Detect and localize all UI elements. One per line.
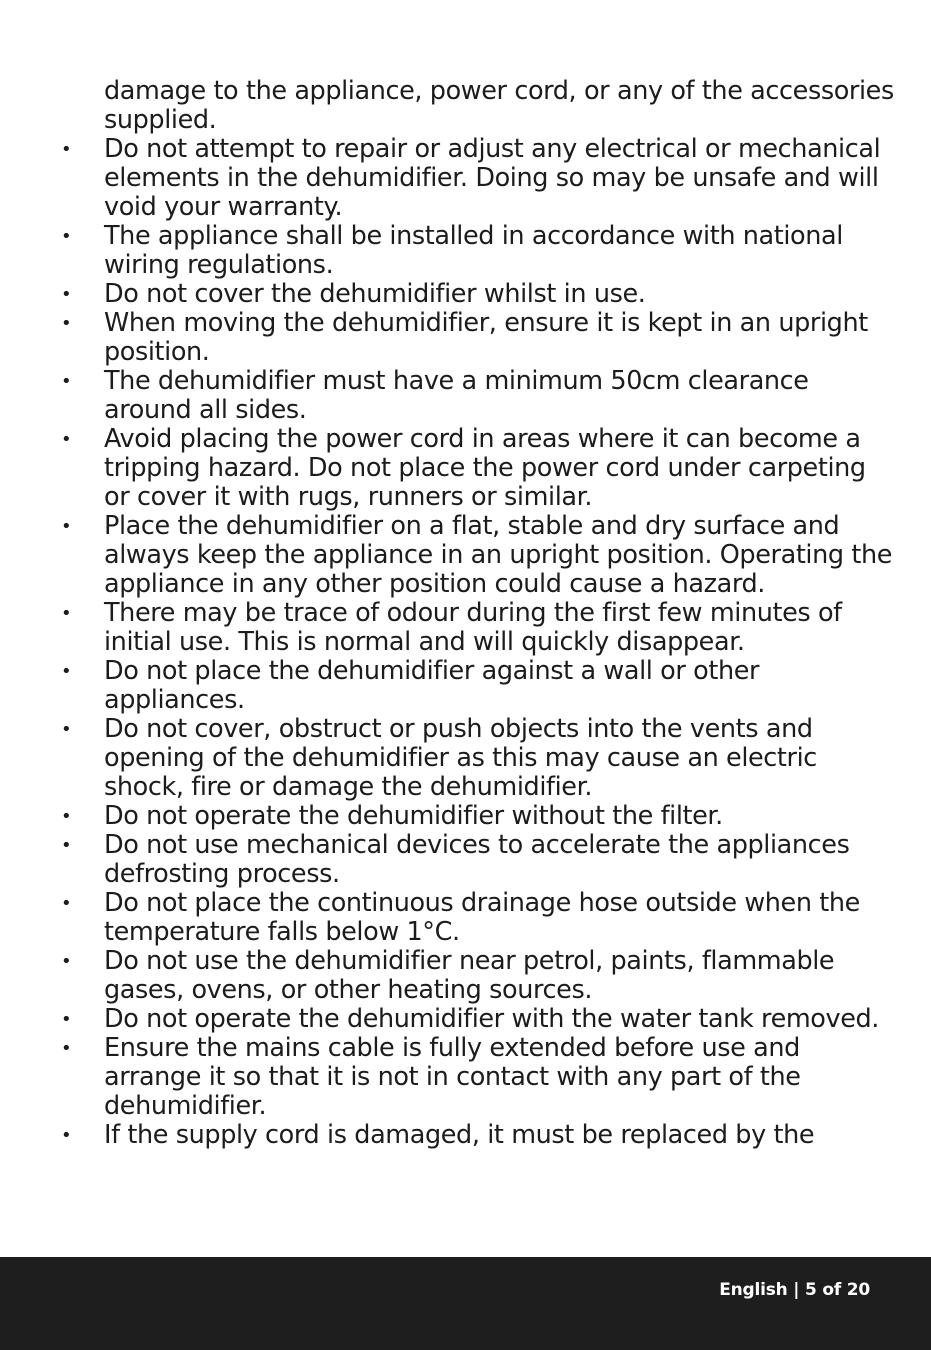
list-item-text: Do not use mechanical devices to accelerate the appliances defrosting process. (104, 830, 850, 889)
list-item-text: Do not place the dehumidifier against a wall or other appliances. (104, 656, 760, 715)
list-item-text: Do not cover the dehumidifier whilst in use. (104, 279, 646, 309)
list-item-text: Place the dehumidifier on a flat, stable and dry surface and always keep the appliance in an upright position. Operating the appliance in any other position could cause a hazard. (104, 511, 892, 599)
list-item-text: Ensure the mains cable is fully extended before use and arrange it so that it is not in contact with any part of the dehumidifier. (104, 1033, 801, 1121)
list-item-text: Do not attempt to repair or adjust any electrical or mechanical elements in the dehumidifier. Doing so may be unsafe and will void your warranty. (104, 134, 881, 222)
list-item-text: Do not place the continuous drainage hose outside when the temperature falls below 1°C. (104, 888, 860, 947)
list-item (0, 947, 894, 1005)
list-item (0, 715, 894, 802)
list-item (0, 657, 894, 715)
list-item (0, 309, 894, 367)
list-item (0, 512, 894, 599)
list-item (0, 889, 894, 947)
list-item (0, 1034, 894, 1121)
list-item-text: If the supply cord is damaged, it must be replaced by the (104, 1120, 815, 1150)
list-item (0, 599, 894, 657)
list-item (0, 222, 894, 280)
list-item-text: The dehumidifier must have a minimum 50cm clearance around all sides. (104, 366, 809, 425)
list-item (0, 135, 894, 222)
bullet-icon: • (61, 835, 72, 856)
continuation-paragraph: damage to the appliance, power cord, or any of the accessories supplied. (104, 76, 894, 135)
bullet-icon: • (61, 371, 72, 392)
bullet-icon: • (61, 806, 72, 827)
bullet-icon: • (61, 951, 72, 972)
bullet-icon: • (61, 139, 72, 160)
list-item-text: There may be trace of odour during the first few minutes of initial use. This is normal and will quickly disappear. (104, 598, 842, 657)
bullet-icon: • (61, 313, 72, 334)
bullet-icon: • (61, 661, 72, 682)
list-item-text: Do not operate the dehumidifier without the filter. (104, 801, 723, 831)
bullet-icon: • (61, 1009, 72, 1030)
bullet-icon: • (61, 603, 72, 624)
list-item-text: When moving the dehumidifier, ensure it is kept in an upright position. (104, 308, 868, 367)
list-item (0, 1121, 894, 1150)
bullet-icon: • (61, 226, 72, 247)
safety-bullet-list (0, 135, 931, 1150)
list-item (0, 280, 894, 309)
bullet-icon: • (61, 1125, 72, 1146)
list-item (0, 367, 894, 425)
bullet-icon: • (61, 284, 72, 305)
bullet-icon: • (61, 893, 72, 914)
list-item (0, 1005, 894, 1034)
page-body (0, 77, 931, 1150)
list-item-text: The appliance shall be installed in accordance with national wiring regulations. (104, 221, 843, 280)
bullet-icon: • (61, 1038, 72, 1059)
page-number-label: English | 5 of 20 (719, 1280, 870, 1300)
list-item-text: Do not cover, obstruct or push objects into the vents and opening of the dehumidifier as this may cause an electric shock, fire or damage the dehumidifier. (104, 714, 817, 802)
list-item-text: Do not use the dehumidifier near petrol, paints, flammable gases, ovens, or other heating sources. (104, 946, 835, 1005)
bullet-icon: • (61, 516, 72, 537)
page-footer (0, 1257, 931, 1350)
list-item (0, 802, 894, 831)
bullet-icon: • (61, 429, 72, 450)
list-item-text: Avoid placing the power cord in areas where it can become a tripping hazard. Do not place the power cord under carpeting or cover it with rugs, runners or similar. (104, 424, 866, 512)
list-item (0, 425, 894, 512)
list-item-text: Do not operate the dehumidifier with the water tank removed. (104, 1004, 879, 1034)
list-item (0, 831, 894, 889)
bullet-icon: • (61, 719, 72, 740)
